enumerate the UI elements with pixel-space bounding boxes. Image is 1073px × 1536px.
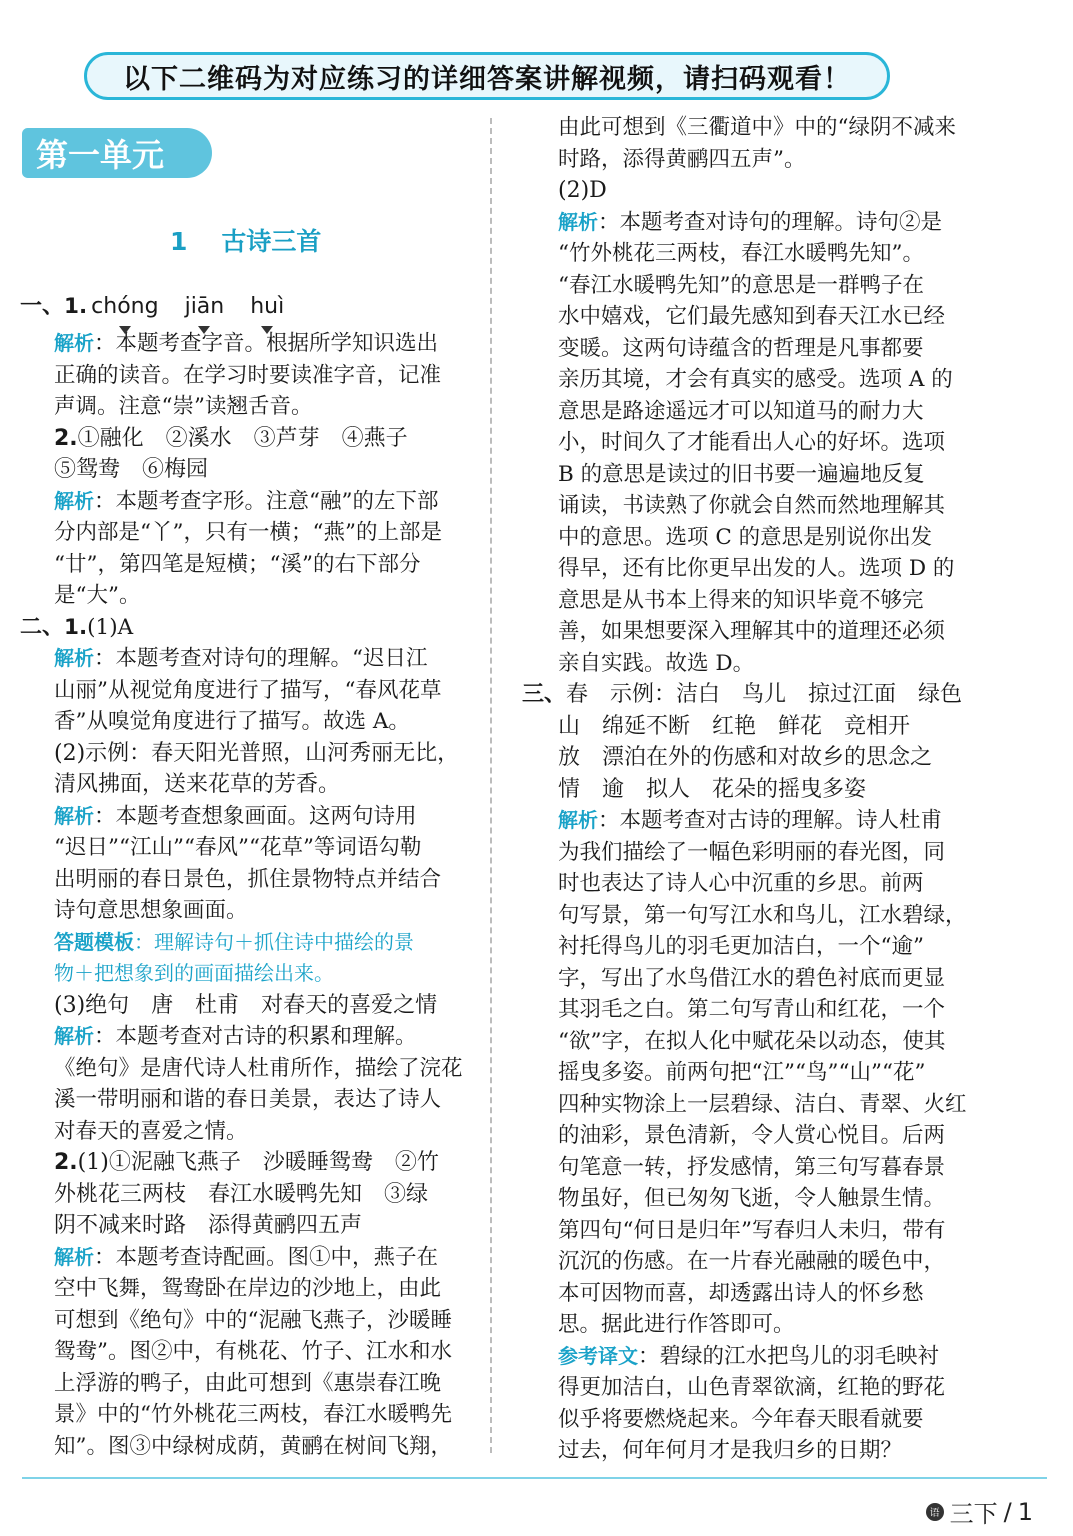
section-2-q1-answer: 二、1.(1)A bbox=[20, 614, 134, 640]
page-footer bbox=[926, 1494, 1033, 1529]
lesson-name: 古诗三首 bbox=[221, 227, 322, 256]
q2-analysis-line: “廿”，第四笔是短横；“溪”的右下部分 bbox=[54, 551, 421, 577]
q1-analysis-line: 正确的读音。在学习时要读准字音，记准 bbox=[54, 362, 442, 388]
section-1-prefix: 一、 bbox=[20, 293, 65, 319]
section-3-analysis-line: 衬托得鸟儿的羽毛更加洁白，一个“逾” bbox=[558, 934, 924, 959]
right-column bbox=[522, 112, 972, 1467]
section-3-analysis-line: 句写景，第一句写江水和鸟儿，江水碧绿， bbox=[558, 902, 967, 928]
s2q2-answer-line: 阴不减来时路 添得黄鹂四五声 bbox=[54, 1213, 363, 1238]
section-3-analysis-line: 其羽毛之白。第二句写青山和红花，一个 bbox=[558, 997, 946, 1022]
continued-analysis-line: 由此可想到《三衢道中》中的“绿阴不减来 bbox=[558, 115, 956, 140]
s2q2-analysis-line: 景》中的“竹外桃花三两枝，春江水暖鸭先 bbox=[54, 1402, 452, 1427]
reference-translation-line: 过去，何年何月才是我归乡的日期？ bbox=[558, 1438, 903, 1463]
q2-analysis: 解析：本题考查字形。注意“融”的左下部 bbox=[54, 488, 439, 514]
left-column bbox=[20, 286, 475, 1462]
s2q2-analysis: 解析：本题考查诗配画。图①中，燕子在 bbox=[54, 1244, 439, 1270]
section-3-analysis-line: 本可因物而喜，却透露出诗人的怀乡愁 bbox=[558, 1280, 924, 1306]
s2q2-part2-analysis-line: 得早，还有比你更早出发的人。选项 D 的 bbox=[558, 556, 955, 581]
section-3-answer-line: 山 绵延不断 红艳 鲜花 竞相开 bbox=[558, 713, 911, 739]
s2q2-answer-line: 外桃花三两枝 春江水暖鸭先知 ③绿 bbox=[54, 1181, 429, 1207]
section-3-answer-line: 情 逾 拟人 花朵的摇曳多姿 bbox=[558, 776, 867, 802]
section-3-analysis-line: 时也表达了诗人心中沉重的乡思。前两 bbox=[558, 871, 924, 896]
s2q1-part2-answer-line: 清风拂面，送来花草的芳香。 bbox=[54, 772, 341, 797]
section-3-analysis-line: 第四句“何日是归年”写春归人未归，带有 bbox=[558, 1217, 946, 1243]
s2q2-part2-answer: (2)D bbox=[558, 178, 607, 203]
s2q2-part2-analysis-line: 亲自实践。故选 D。 bbox=[558, 650, 755, 676]
pinyin-2: jiān bbox=[185, 291, 225, 323]
s2q2-analysis-line: 空中飞舞，鸳鸯卧在岸边的沙地上，由此 bbox=[54, 1276, 442, 1301]
s2q1-part3-analysis-line: 《绝句》是唐代诗人杜甫所作，描绘了浣花 bbox=[54, 1055, 463, 1081]
lesson-title bbox=[170, 222, 321, 258]
section-3-analysis: 解析：本题考查对古诗的理解。诗人杜甫 bbox=[558, 808, 943, 833]
unit-tab: 第一单元 bbox=[22, 128, 212, 178]
reference-translation: 参考译文：碧绿的江水把鸟儿的羽毛映衬 bbox=[558, 1343, 940, 1369]
q1-analysis: 解析：本题考查字音。根据所学知识选出 bbox=[54, 331, 439, 356]
section-3-analysis-line: 思。据此进行作答即可。 bbox=[558, 1312, 795, 1337]
s2q2-part2-analysis-line: “春江水暖鸭先知”的意思是一群鸭子在 bbox=[558, 272, 924, 298]
q2-answer-line: ⑤鸳鸯 ⑥梅园 bbox=[54, 457, 209, 482]
s2q2-analysis-line: 可想到《绝句》中的“泥融飞燕子，沙暖睡 bbox=[54, 1307, 452, 1333]
q2-analysis-line: 是“大”。 bbox=[54, 583, 141, 608]
s2q1-analysis-line: 香”从嗅觉角度进行了描写。故选 A。 bbox=[54, 709, 410, 734]
pinyin-3: huì bbox=[250, 291, 284, 323]
q1-number: 1. bbox=[64, 293, 88, 319]
s2q2-part2-analysis-line: B 的意思是读过的旧书要一遍遍地反复 bbox=[558, 461, 925, 487]
lesson-number: 1 bbox=[170, 227, 188, 256]
s2q2-part2-analysis-line: 意思是路途遥远才可以知道马的耐力大 bbox=[558, 398, 924, 424]
section-3-answer: 三、春 示例：洁白 鸟儿 掠过江面 绿色 bbox=[522, 682, 963, 707]
s2q2-part2-analysis-line: 水中嬉戏，它们最先感知到春天江水已经 bbox=[558, 304, 946, 329]
banner: 以下二维码为对应练习的详细答案讲解视频，请扫码观看！ bbox=[84, 52, 890, 100]
continued-analysis-line: 时路，添得黄鹂四五声”。 bbox=[558, 146, 806, 172]
s2q1-part2-analysis: 解析：本题考查想象画面。这两句诗用 bbox=[54, 803, 417, 829]
q2-answer: 2.①融化 ②溪水 ③芦芽 ④燕子 bbox=[54, 425, 408, 451]
s2q2-analysis-line: 鸳鸯”。图②中，有桃花、竹子、江水和水 bbox=[54, 1339, 452, 1364]
s2q2-part2-analysis-line: 小，时间久了才能看出人心的好坏。选项 bbox=[558, 430, 946, 455]
s2q2-part2-analysis-line: 善，如果想要深入理解其中的道理还必须 bbox=[558, 619, 946, 644]
s2q2-analysis-line: 知”。图③中绿树成荫，黄鹂在树间飞翔， bbox=[54, 1433, 452, 1459]
reference-translation-line: 得更加洁白，山色青翠欲滴，红艳的野花 bbox=[558, 1375, 946, 1400]
section-3-analysis-line: “欲”字，在拟人化中赋花朵以动态，使其 bbox=[558, 1028, 946, 1054]
answer-template-line: 物＋把想象到的画面描绘出来。 bbox=[54, 961, 334, 985]
pinyin-answer bbox=[20, 286, 475, 322]
q1-analysis-line: 声调。注意“崇”读翘舌音。 bbox=[54, 394, 313, 419]
s2q2-part2-analysis: 解析：本题考查对诗句的理解。诗句②是 bbox=[558, 209, 943, 235]
section-3-analysis-line: 摇曳多姿。前两句把“江”“鸟”“山”“花” bbox=[558, 1060, 926, 1085]
s2q2-answer: 2.(1)①泥融飞燕子 沙暖睡鸳鸯 ②竹 bbox=[54, 1150, 439, 1175]
s2q2-part2-analysis-line: 亲历其境，才会有真实的感受。选项 A 的 bbox=[558, 367, 953, 392]
section-3-analysis-line: 的油彩，景色清新，令人赏心悦目。后两 bbox=[558, 1123, 946, 1148]
answer-template: 答题模板：理解诗句＋抓住诗中描绘的景 bbox=[54, 929, 414, 954]
pinyin-1: chóng bbox=[91, 291, 158, 323]
footer-divider bbox=[22, 1477, 1047, 1479]
s2q1-part2-answer: (2)示例：春天阳光普照，山河秀丽无比， bbox=[54, 740, 460, 766]
s2q2-analysis-line: 上浮游的鸭子，由此可想到《惠崇春江晚 bbox=[54, 1370, 442, 1396]
section-3-analysis-line: 字，写出了水鸟借江水的碧色衬底而更显 bbox=[558, 965, 946, 991]
s2q1-analysis-line: 山丽”从视觉角度进行了描写，“春风花草 bbox=[54, 677, 442, 703]
s2q2-part2-analysis-line: 中的意思。选项 C 的意思是别说你出发 bbox=[558, 524, 933, 550]
grade-label: 三下 bbox=[949, 1500, 998, 1528]
reference-translation-line: 似乎将要燃烧起来。今年春天眼看就要 bbox=[558, 1406, 924, 1432]
page-separator: / bbox=[1003, 1497, 1012, 1526]
s2q1-part3-analysis: 解析：本题考查对古诗的积累和理解。 bbox=[54, 1024, 417, 1049]
section-3-answer-line: 放 漂泊在外的伤感和对故乡的思念之 bbox=[558, 745, 933, 770]
s2q1-analysis: 解析：本题考查对诗句的理解。“迟日江 bbox=[54, 646, 428, 671]
s2q1-part2-analysis-line: “迟日”“江山”“春风”“花草”等词语勾勒 bbox=[54, 835, 422, 860]
s2q2-part2-analysis-line: 意思是从书本上得来的知识毕竟不够完 bbox=[558, 587, 924, 613]
page-number: 1 bbox=[1017, 1497, 1033, 1526]
s2q1-part3-analysis-line: 对春天的喜爱之情。 bbox=[54, 1118, 248, 1144]
section-3-analysis-line: 沉沉的伤感。在一片春光融融的暖色中， bbox=[558, 1249, 946, 1274]
s2q2-part2-analysis-line: 诵读，书读熟了你就会自然而然地理解其 bbox=[558, 493, 946, 518]
section-3-analysis-line: 句笔意一转，抒发感情，第三句写暮春景 bbox=[558, 1154, 946, 1180]
column-divider bbox=[490, 118, 492, 1453]
section-3-analysis-line: 为我们描绘了一幅色彩明丽的春光图，同 bbox=[558, 839, 946, 865]
s2q2-part2-analysis-line: 变暖。这两句诗蕴含的哲理是凡事都要 bbox=[558, 335, 924, 361]
s2q1-part2-analysis-line: 出明丽的春日景色，抓住景物特点并结合 bbox=[54, 866, 442, 892]
section-3-analysis-line: 四种实物涂上一层碧绿、洁白、青翠、火红 bbox=[558, 1091, 967, 1117]
s2q2-part2-analysis-line: “竹外桃花三两枝，春江水暖鸭先知”。 bbox=[558, 241, 924, 266]
s2q1-part3-answer: (3)绝句 唐 杜甫 对春天的喜爱之情 bbox=[54, 992, 438, 1018]
q2-analysis-line: 分内部是“丫”，只有一横；“燕”的上部是 bbox=[54, 520, 442, 545]
s2q1-part3-analysis-line: 溪一带明丽和谐的春日美景，表达了诗人 bbox=[54, 1087, 442, 1112]
section-3-analysis-line: 物虽好，但已匆匆飞逝，令人触景生情。 bbox=[558, 1186, 946, 1211]
s2q1-part2-analysis-line: 诗句意思想象画面。 bbox=[54, 898, 248, 923]
subject-seal-icon: 语 bbox=[926, 1503, 944, 1521]
